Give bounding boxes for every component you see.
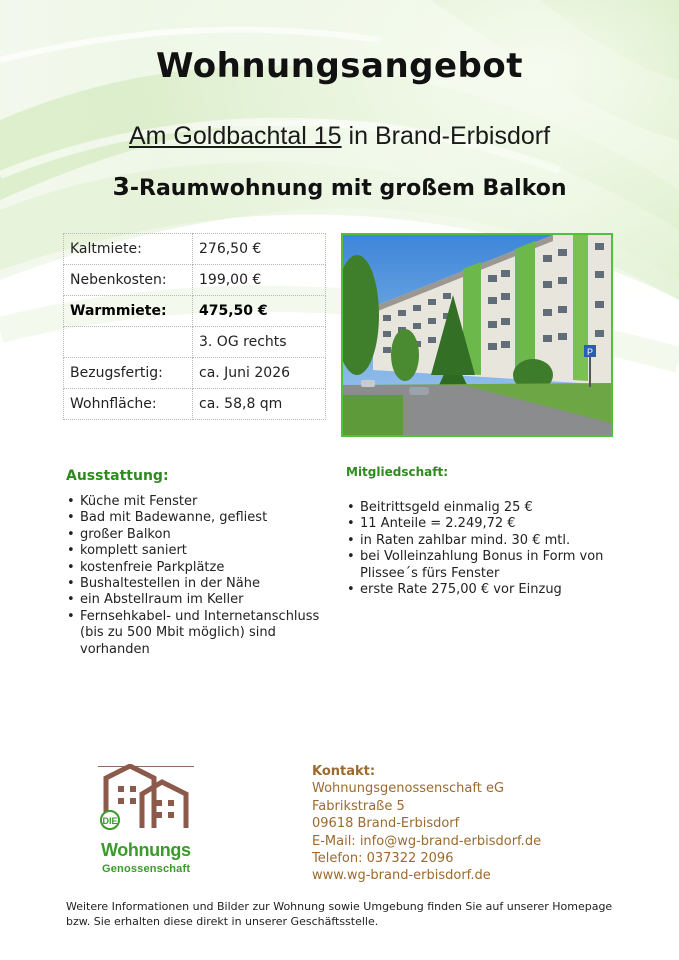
- footer-line: Weitere Informationen und Bilder zur Wohnung sowie Umgebung finden Sie auf unserer Homepage: [66, 900, 613, 913]
- ausstattung-list: [66, 494, 326, 658]
- logo-word-wohnungs: Wohnungs: [101, 840, 191, 860]
- address-line: [0, 122, 679, 151]
- fact-label: Wohnfläche:: [64, 389, 193, 420]
- mitgliedschaft-list: [346, 500, 636, 598]
- contact-city: 09618 Brand-Erbisdorf: [312, 816, 460, 832]
- fact-value: 475,50 €: [193, 296, 326, 327]
- room-count: 3: [112, 172, 130, 201]
- svg-text:P: P: [586, 347, 594, 357]
- city-part: in Brand-Erbisdorf: [341, 122, 551, 150]
- fact-row: [64, 296, 326, 327]
- list-item: • ein Abstellraum im Keller: [66, 592, 326, 608]
- contact-heading: Kontakt:: [312, 764, 376, 779]
- contact-org: Wohnungsgenossenschaft eG: [312, 781, 505, 797]
- list-item: • bei Volleinzahlung Bonus in Form von Plissee´s fürs Fenster: [346, 549, 636, 582]
- list-item: • 11 Anteile = 2.249,72 €: [346, 516, 636, 532]
- list-item: • kostenfreie Parkplätze: [66, 560, 326, 576]
- fact-row: [64, 265, 326, 296]
- list-item: • erste Rate 275,00 € vor Einzug: [346, 582, 636, 598]
- contact-website[interactable]: www.wg-brand-erbisdorf.de: [312, 868, 491, 884]
- list-item: • Bad mit Badewanne, gefliest: [66, 510, 326, 526]
- contact-email[interactable]: E-Mail: info@wg-brand-erbisdorf.de: [312, 833, 542, 849]
- list-item: • in Raten zahlbar mind. 30 € mtl.: [346, 533, 636, 549]
- list-item: • Küche mit Fenster: [66, 494, 326, 510]
- company-logo: [96, 764, 196, 880]
- list-item: • Bushaltestellen in der Nähe: [66, 576, 326, 592]
- fact-value: ca. 58,8 qm: [193, 389, 326, 420]
- contact-phone: Telefon: 037322 2096: [312, 851, 454, 867]
- fact-value: 199,00 €: [193, 265, 326, 296]
- building-photo-illustration: [343, 235, 611, 435]
- contact-block: [312, 763, 541, 885]
- fact-value: ca. Juni 2026: [193, 358, 326, 389]
- subtitle-text: -Raumwohnung mit großem Balkon: [129, 176, 567, 201]
- fact-row: [64, 389, 326, 420]
- fact-row: [64, 327, 326, 358]
- fact-label: Bezugsfertig:: [64, 358, 193, 389]
- footer-line: bzw. Sie erhalten diese direkt in unserer Geschäftsstelle.: [66, 914, 379, 928]
- fact-label: Warmmiete:: [64, 296, 193, 327]
- fact-label: Nebenkosten:: [64, 265, 193, 296]
- facts-table: [63, 233, 326, 420]
- logo-mark: DIE: [102, 816, 118, 826]
- page-title: Wohnungsangebot: [155, 46, 524, 86]
- apartment-subtitle: [0, 172, 679, 201]
- fact-label: [64, 327, 193, 358]
- fact-row: [64, 234, 326, 265]
- street-address: Am Goldbachtal 15: [128, 122, 342, 150]
- list-item: • komplett saniert: [66, 543, 326, 559]
- contact-street: Fabrikstraße 5: [312, 798, 405, 814]
- fact-value: 276,50 €: [193, 234, 326, 265]
- list-item: • Fernsehkabel- und Internetanschluss (bis zu 500 Mbit möglich) sind vorhanden: [66, 609, 326, 658]
- building-photo: [341, 233, 613, 437]
- logo-word-genossenschaft: Genossenschaft: [102, 863, 190, 875]
- fact-value: 3. OG rechts: [193, 327, 326, 358]
- ausstattung-heading: Ausstattung:: [66, 468, 169, 484]
- footer-note: [66, 900, 626, 929]
- fact-row: [64, 358, 326, 389]
- mitgliedschaft-heading: Mitgliedschaft:: [346, 465, 448, 479]
- list-item: • Beitrittsgeld einmalig 25 €: [346, 500, 636, 516]
- fact-label: Kaltmiete:: [64, 234, 193, 265]
- list-item: • großer Balkon: [66, 527, 326, 543]
